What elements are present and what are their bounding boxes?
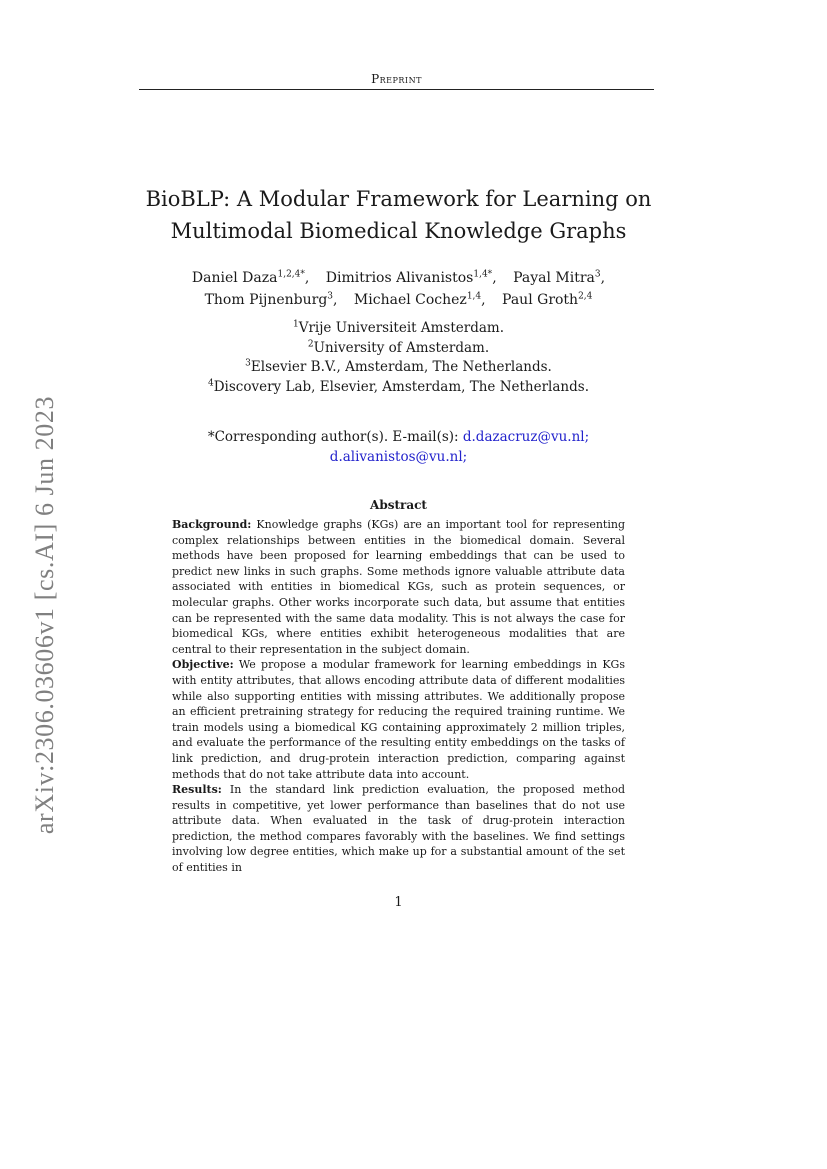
affiliation bbox=[100, 378, 697, 398]
author: Payal Mitra$^3$, bbox=[513, 269, 606, 286]
title-line-1: BioBLP: A Modular Framework for Learning on bbox=[145, 187, 652, 211]
email-link[interactable]: d.dazacruz@vu.nl; bbox=[462, 429, 590, 445]
affiliation-mark: 4 bbox=[208, 378, 214, 388]
abstract-background bbox=[172, 517, 625, 657]
author-list bbox=[100, 267, 697, 311]
abstract-body bbox=[172, 517, 625, 876]
running-head: Preprint bbox=[371, 72, 422, 86]
abstract-results bbox=[172, 782, 625, 876]
author-name: Paul Groth bbox=[502, 292, 579, 308]
arxiv-side-stamp: arXiv:2306.03606v1 [cs.AI] 6 Jun 2023 bbox=[30, 395, 59, 835]
abstract-heading: Abstract bbox=[370, 498, 427, 512]
author-affiliation-mark: 2,4 bbox=[578, 291, 593, 302]
affiliation-list bbox=[100, 319, 697, 397]
author: Daniel Daza$^{1,2,4*}$, bbox=[191, 269, 310, 286]
author-name: Dimitrios Alivanistos bbox=[325, 270, 474, 286]
results-text: In the standard link prediction evaluation, the proposed method results in competitive, yet lower performance than baselines that do not use attribute data. When evaluated in the task of drug-protein interaction prediction, the method compares favorably with the baselines. We find settings involving low degree entities, which make up for a substantial amount of the set of entities in bbox=[172, 783, 625, 875]
author-name: Thom Pijnenburg bbox=[204, 292, 328, 308]
author: Thom Pijnenburg$^3$, bbox=[204, 291, 338, 308]
results-label: Results: bbox=[172, 783, 222, 797]
affiliation-text: University of Amsterdam. bbox=[313, 339, 490, 356]
author-affiliation-mark: 1,4* bbox=[473, 269, 493, 280]
affiliation-mark: 1 bbox=[292, 319, 299, 330]
author-affiliation-mark: 3 bbox=[594, 269, 601, 280]
background-label: Background: bbox=[172, 518, 252, 531]
corresponding-label: *Corresponding author(s). E-mail(s): bbox=[207, 429, 459, 445]
author-affiliation-mark: 1,4 bbox=[466, 291, 482, 302]
affiliation-text: Elsevier B.V., Amsterdam, The Netherlands. bbox=[250, 359, 552, 375]
page-number: 1 bbox=[394, 895, 403, 910]
author-name: Michael Cochez bbox=[353, 292, 467, 308]
affiliation bbox=[100, 358, 697, 378]
background-text: Knowledge graphs (KGs) are an important tool for representing complex relationships between entities in the biomedical domain. Several methods have been proposed for learning embeddings that can be used to predict new links in such graphs. Some methods ignore valuable attribute data associated with entities in biomedical KGs, such as protein sequences, or molecular graphs. Other works incorporate such data, but assume that entities can be represented with the same data modality. This is not always the case for biomedical KGs, where entities exhibit heterogeneous modalities that are central to their representation in the subject domain. bbox=[172, 518, 625, 656]
author-affiliation-mark: 1,2,4* bbox=[277, 269, 305, 280]
author-affiliation-mark: 3 bbox=[327, 291, 334, 302]
affiliation-text: Vrije Universiteit Amsterdam. bbox=[298, 320, 504, 336]
email-link[interactable]: d.alivanistos@vu.nl; bbox=[329, 448, 468, 465]
abstract-objective bbox=[172, 657, 625, 782]
affiliation-mark: 2 bbox=[307, 339, 314, 349]
header-rule bbox=[139, 89, 654, 90]
affiliation-text: Discovery Lab, Elsevier, Amsterdam, The Netherlands. bbox=[213, 378, 589, 395]
author: Michael Cochez$^{1,4}$, bbox=[353, 291, 486, 308]
author: Dimitrios Alivanistos$^{1,4*}$, bbox=[325, 269, 497, 286]
author bbox=[502, 292, 592, 308]
affiliation bbox=[100, 339, 697, 359]
author-name: Payal Mitra bbox=[513, 270, 595, 286]
objective-label: Objective: bbox=[172, 658, 234, 672]
author-name: Daniel Daza bbox=[191, 270, 278, 286]
title-line-2: Multimodal Biomedical Knowledge Graphs bbox=[170, 219, 627, 243]
paper-title bbox=[100, 183, 697, 247]
affiliation-mark: 3 bbox=[245, 358, 251, 369]
affiliation bbox=[100, 319, 697, 339]
objective-text: We propose a modular framework for learning embeddings in KGs with entity attributes, that allows encoding attribute data of different modalities while also supporting entities with missing attributes. We additionally propose an efficient pretraining strategy for reducing the required training runtime. We train models using a biomedical KG containing approximately 2 million triples, and evaluate the performance of the resulting entity embeddings on the tasks of link prediction, and drug-protein interaction prediction, comparing against methods that do not take attribute data into account. bbox=[172, 658, 625, 781]
corresponding-authors bbox=[100, 428, 697, 467]
